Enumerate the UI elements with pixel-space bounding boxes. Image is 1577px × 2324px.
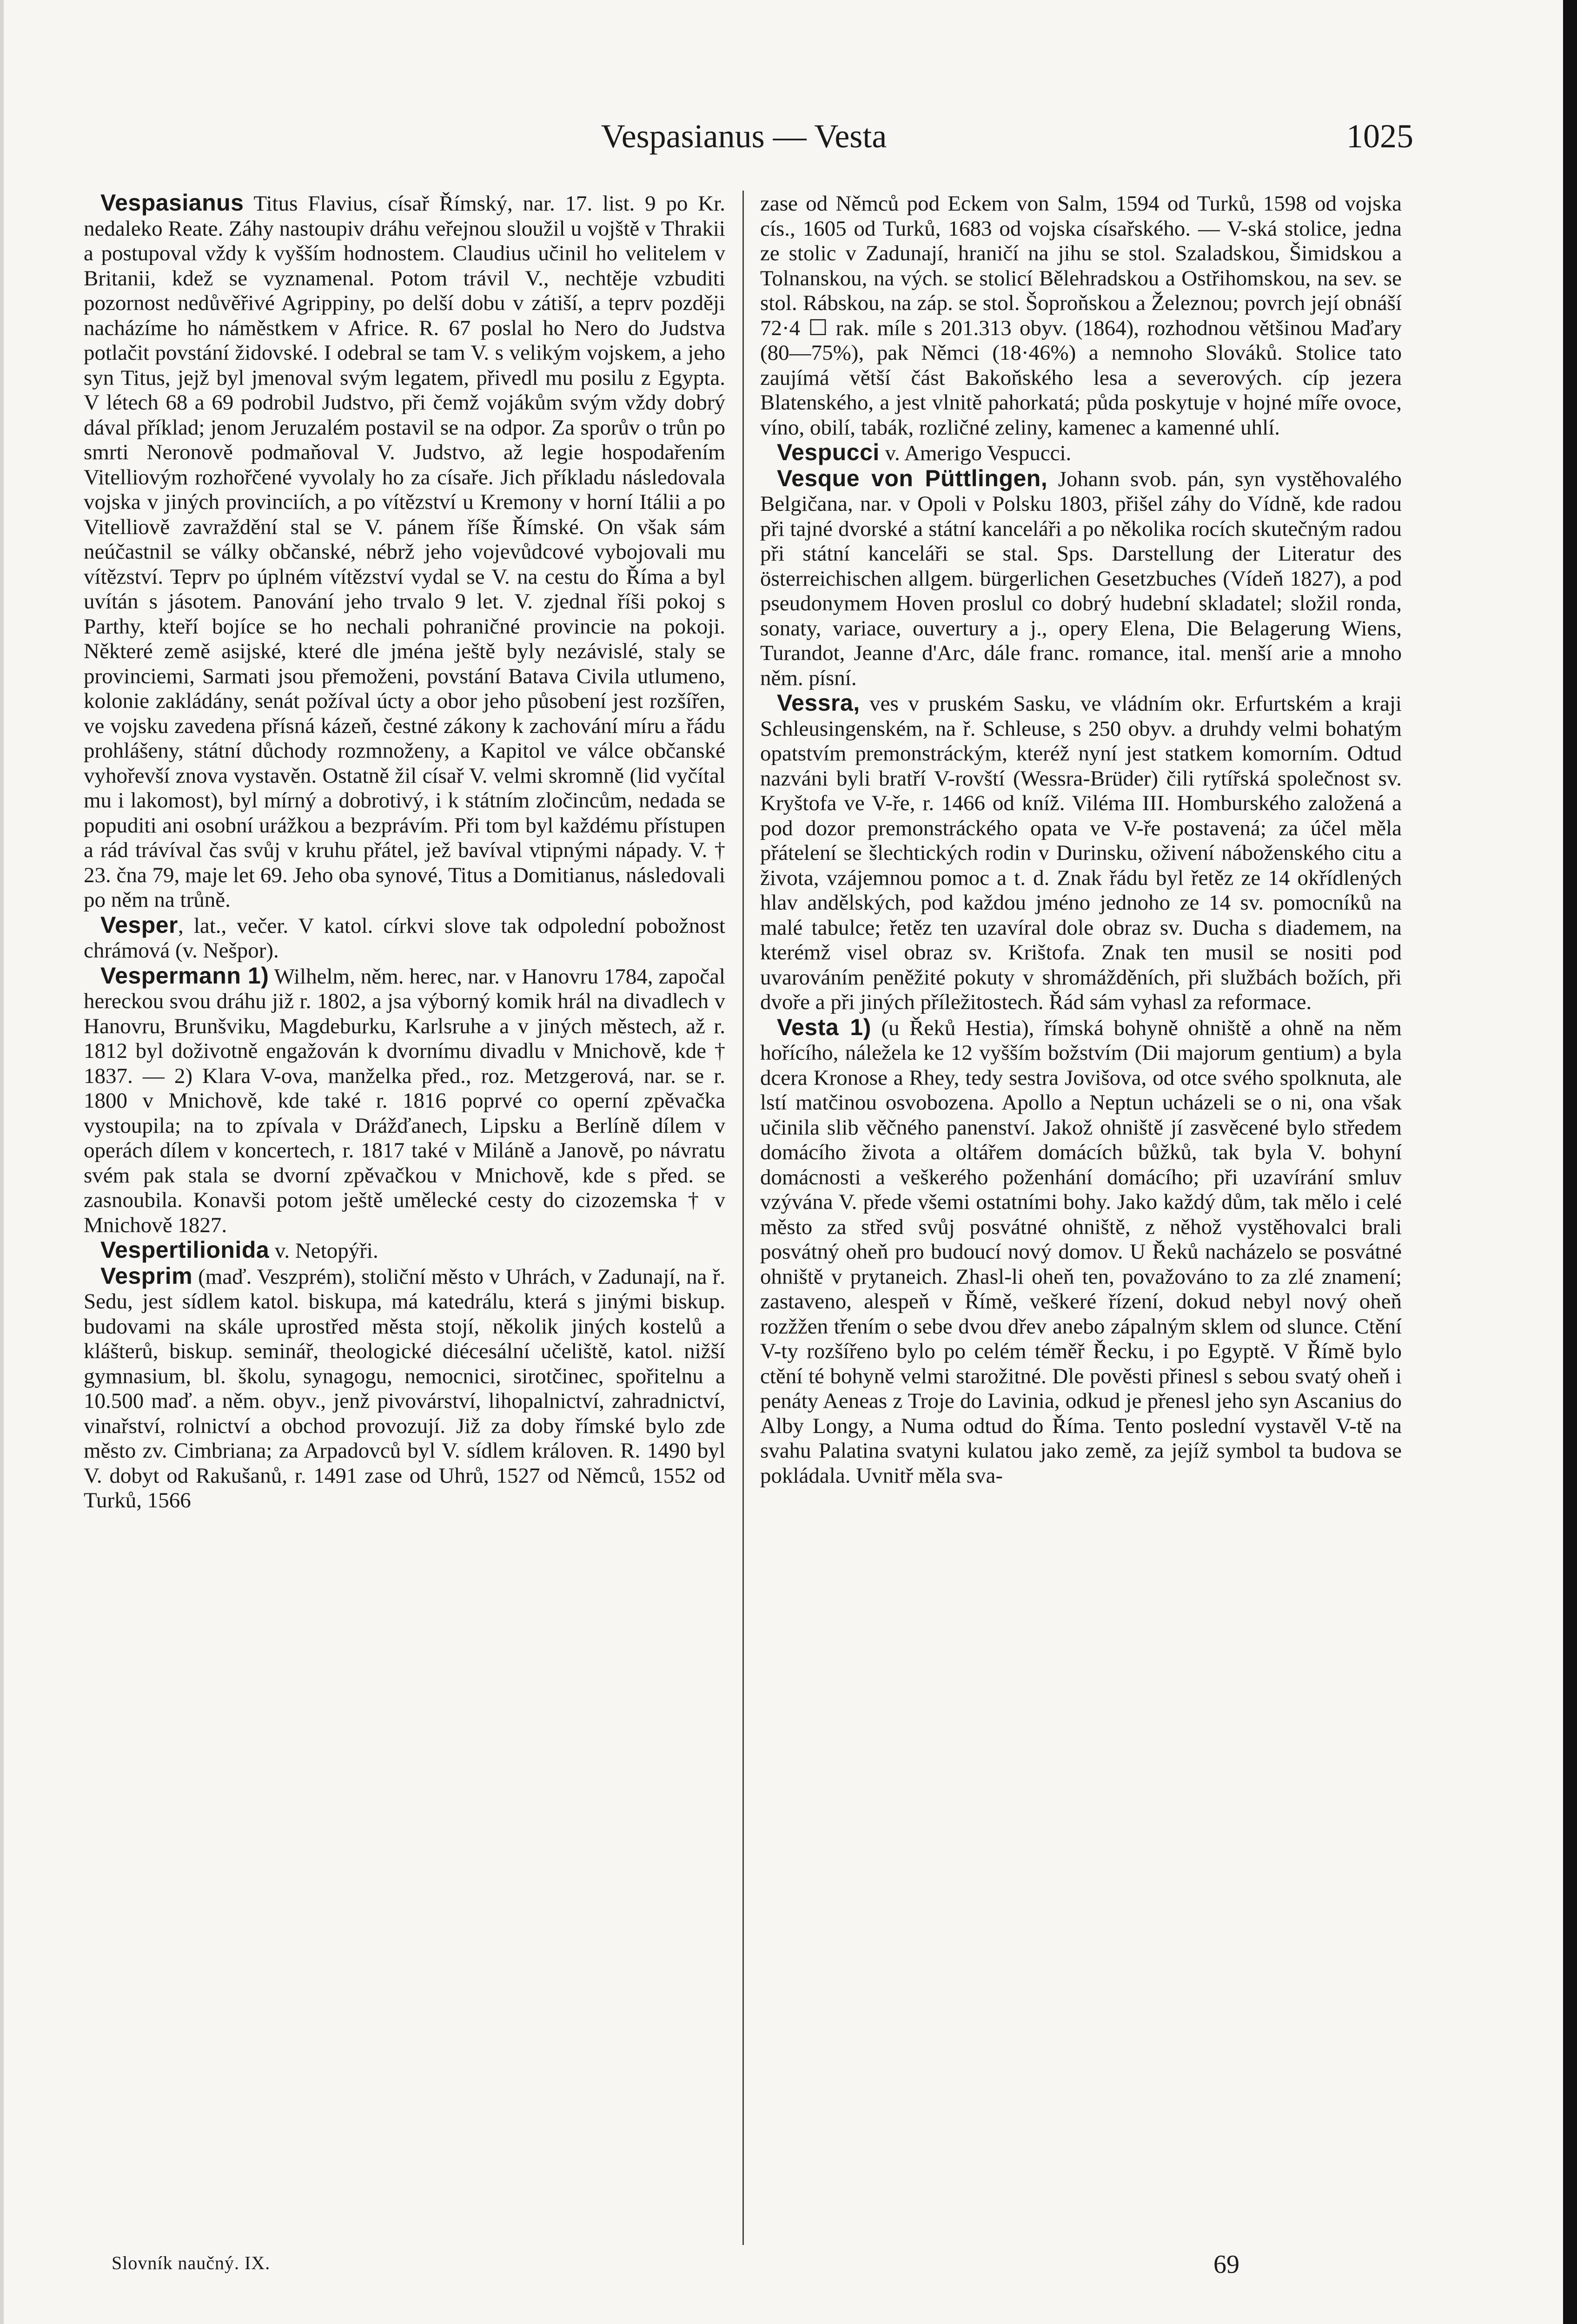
left-column [84, 191, 725, 2245]
entry-text: v. Netopýři. [269, 1239, 378, 1263]
entry-text: Titus Flavius, císař Římský, nar. 17. list. 9 po Kr. nedaleko Reate. Záhy nastoupiv dráhu veřejnou sloužil u vojště v Thrakii a postupoval vždy k vyšším hodnostem. Claudius učinil ho velitelem v Britanii, kdež se vyznamenal. Potom trávil V., nechtěje vzbuditi pozornost nedůvěřivé Agrippiny, po delší dobu v zátiší, a teprv později nacházíme ho náměstkem v Africe. R. 67 poslal ho Nero do Judstva potlačit povstání židovské. I odebral se tam V. s velikým vojskem, a jeho syn Titus, jejž byl jmenoval svým legatem, přivedl mu posilu z Egypta. V létech 68 a 69 podrobil Judstvo, při čemž vojákům svým vždy dobrý dával příklad; jenom Jeruzalém postavil se na odpor. Za sporův o trůn po smrti Neronově podmaňoval V. Judstvo, až legie hospodařením Vitelliovým rozhořčené vyvolaly ho za císaře. Jich příkladu následovala vojska v jiných provinciích, a po vítězství u Kremony v horní Itálii a po Vitelliově zavraždění stal se V. pánem říše Římské. On však sám neúčastnil se války občanské, nébrž jeho vojevůdcové vybojovali mu vítězství. Teprv po úplném vítězství vydal se V. na cestu do Říma a byl uvítán s jásotem. Panování jeho trvalo 9 let. V. zjednal říši pokoj s Parthy, kteří bojíce se ho nechali pohraničné provincie na pokoji. Některé země asijské, které dle jména ještě byly nezávislé, staly se provinciemi, Sarmati jsou přemoženi, povstání Batava Civila utlumeno, kolonie zakládány, senát požíval úcty a obor jeho působení jest rozšířen, ve vojsku zavedena přísná kázeň, čestné zákony k zachování míru a řádu prohlášeny, státní důchody rozmnoženy, a Kapitol ve válce občanské vyhořevší znova vystavěn. Ostatně žil císař V. velmi skromně (lid vyčítal mu i lakomost), byl mírný a dobrotivý, i k státním zločincům, nedada se popuditi ani osobní urážkou a bezprávím. Při tom byl každému přístupen a rád trávíval čas svůj v kruhu přátel, jež bavíval vtipnými nápady. V. † 23. čna 79, maje let 69. Jeho oba synové, Titus a Domitianus, následovali po něm na trůně. [84, 191, 725, 912]
entry-vessra [760, 691, 1402, 1015]
entry-vespertilionida [84, 1238, 725, 1264]
entry-vespucci [760, 440, 1402, 466]
entry-text: Johann svob. pán, syn vystěhovalého Belgičana, nar. v Opoli v Polsku 1803, přišel záhy do Vídně, kde radou při tajné dvorské a státní kanceláři a po několika rocích skutečným radou při státní kanceláři se stal. Sps. Darstellung der Literatur des österreichischen allgem. bürgerlichen Gesetzbuches (Vídeň 1827), a pod pseudonymem Hoven proslul co dobrý hudební skladatel; složil ronda, sonaty, variace, ouvertury a j., opery Elena, Die Belagerung Wiens, Turandot, Jeanne d'Arc, dále franc. romance, ital. menší arie a mnoho něm. písní. [760, 467, 1402, 690]
entry-text: Wilhelm, něm. herec, nar. v Hanovru 1784, započal hereckou svou dráhu již r. 1802, a jsa výborný komik hrál na divadlech v Hanovru, Brunšviku, Magdeburku, Karlsruhe a v jiných městech, až r. 1812 byl doživotně engažován k dvornímu divadlu v Mnichově, kde † 1837. — 2) Klara V-ova, manželka před., roz. Metzgerová, nar. se r. 1800 v Mnichově, kde také r. 1816 poprvé co operní zpěvačka vystoupila; na to zpívala v Drážďanech, Lipsku a Berlíně dílem v operách dílem v koncertech, r. 1817 také v Miláně a Janově, po návratu svém pak stala se dvorní zpěvačkou v Mnichově, kde s před. se zasnoubila. Konavši potom ještě umělecké cesty do cizozemska † v Mnichově 1827. [84, 964, 725, 1237]
entry-headword: Vesprim [100, 1262, 193, 1289]
entry-vesque [760, 466, 1402, 691]
entry-headword: Vespermann 1) [100, 962, 269, 989]
entry-vesprim-continued [760, 191, 1402, 440]
entry-text: v. Amerigo Vespucci. [879, 441, 1072, 465]
right-column [760, 191, 1402, 2245]
entry-headword: Vesta 1) [777, 1014, 871, 1040]
entry-headword: Vespertilionida [100, 1237, 270, 1263]
entry-text: (maď. Veszprém), stoliční město v Uhrách, v Zadunají, na ř. Sedu, jest sídlem katol. biskupa, má katedrálu, která s jinými biskup. budovami na skále uprostřed města stojí, několik jiných kostelů a klášterů, biskup. seminář, theologické diécesální učeliště, katol. nižší gymnasium, bl. školu, synagogu, nemocnici, sirotčinec, spořitelnu a 10.500 maď. a něm. obyv., jenž pivovárství, lihopalnictví, zahradnictví, vinařství, rolnictví a obchod provozují. Již za doby římské bylo zde město zv. Cimbriana; za Arpadovců byl V. sídlem královen. R. 1490 byl V. dobyt od Rakušanů, r. 1491 zase od Uhrů, 1527 od Němců, 1552 od Turků, 1566 [84, 1264, 725, 1512]
entry-vesprim [84, 1264, 725, 1513]
entry-headword: Vespucci [777, 439, 880, 465]
entry-text: zase od Němců pod Eckem von Salm, 1594 od Turků, 1598 od vojska cís., 1605 od Turků, 1683 od vojska císařského. — V-ská stolice, jedna ze stolic v Zadunají, hraničí na jihu se stol. Szaladskou, Šimidskou a Tolnanskou, na vých. se stolicí Bělehradskou a Ostřihomskou, na sev. se stol. Rábskou, na záp. se stol. Šoproňskou a Železnou; povrch její obnáší 72·4 ☐ rak. míle s 201.313 obyv. (1864), rozhodnou většinou Maďary (80—75%), pak Němci (18·46%) a nemnoho Slováků. Stolice tato zaujímá větší část Bakoňského lesa a severových. cíp jezera Blatenského, a jest vlnitě pahorkatá; půda poskytuje v hojné míře ovoce, víno, obilí, tabák, rozličné zeliny, kamenec a kamenné uhlí. [760, 191, 1402, 440]
entry-headword: Vesper [100, 911, 179, 938]
page-edge-left [0, 0, 4, 2324]
column-divider [742, 191, 744, 2245]
entry-headword: Vesque von Püttlingen, [777, 465, 1048, 491]
running-title: Vespasianus — Vesta [601, 118, 887, 155]
entry-vesper [84, 913, 725, 964]
footer-signature: 69 [1213, 2250, 1239, 2279]
footer-volume: Slovník naučný. IX. [112, 2252, 271, 2273]
entry-text: (u Řeků Hestia), římská bohyně ohniště a ohně na něm hořícího, náleželа ke 12 vyšším božstvím (Dii majorum gentium) a byla dcera Kronose a Rhey, tedy sestra Jovišova, od otce svého spolknuta, ale lstí matčinou osvobozena. Apollo a Neptun ucházeli se o ni, ona však učinila slib věčného panenství. Jakož ohniště jí zasvěcené bylo středem domácího života a oltářem domácích bůžků, tak byla V. bohyní domácnosti a veškerého poženhání domácího; při uzavírání smluv vzývána V. přede všemi ostatními bohy. Jako každý dům, tak mělo i celé město za střed svůj posvátné ohniště, z něhož vystěhovalci brali posvátný oheň pro budoucí nový domov. U Řeků nacházelo se posvátné ohniště v prytaneich. Zhasl-li oheň ten, považováno to za zlé znamení; zastaveno, alespeň v Římě, veškeré řízení, dokud nebyl nový oheň rozžžen třením o sebe dvou dřev anebo zápalným sklem od slunce. Ctění V-ty rozšířeno bylo po celém téměř Řecku, i po Egyptě. V Římě bylo ctění té bohyně velmi starožitné. Dle pověsti přinesl s sebou svatý oheň i penáty Aeneas z Troje do Lavinia, odkud je přenesl jeho syn Ascanius do Alby Longy, a Numa odtud do Říma. Tento poslední vystavěl V-tě na svahu Palatina svatyni kulatou jako země, za jejíž symbol ta budova se pokládala. Uvnitř měla sva- [760, 1016, 1402, 1488]
page-edge-right [1563, 0, 1577, 2324]
entry-headword: Vessra, [777, 690, 860, 716]
running-header [74, 117, 1413, 168]
entry-vesta [760, 1015, 1402, 1489]
entry-headword: Vespasianus [100, 191, 244, 216]
entry-text: ves v pruském Sasku, ve vládním okr. Erfurtském a kraji Schleusingenském, na ř. Schleuse, s 250 obyv. a druhdy velmi bohatým opatstvím premonstráckým, kteréž nyní jest statkem komorním. Odtud nazváni byli bratří V-rovští (Wessra-Brüder) čili rytířská společnost sv. Kryštofa ve V-ře, r. 1466 od kníž. Viléma III. Homburského založená a pod dozor premonstráckého opata ve V-ře postavená; za účel měla přátelení se šlechtických rodin v Durinsku, oživení náboženského citu a života, vzájemnou pomoc a t. d. Znak řádu byl řetěz ze 14 okřídlených hlav andělských, pod každou jméno jednoho ze 14 sv. pomocníků na malé tabulce; řetěz ten uzavíral dole obraz sv. Ducha s diademem, na kterémž visel obraz sv. Krištofa. Znak ten musil se nositi pod uvarováním peněžité pokuty v shromážděních, při službách božích, při dvoře a při jiných příležitostech. Řád sám vyhasl za reformace. [760, 692, 1402, 1014]
entry-vespermann [84, 964, 725, 1238]
page-number: 1025 [1346, 118, 1413, 155]
entry-text: , lat., večer. V katol. církvi slove tak odpolední pobožnost chrámová (v. Nešpor). [84, 913, 725, 963]
entry-vespasianus [84, 191, 725, 913]
